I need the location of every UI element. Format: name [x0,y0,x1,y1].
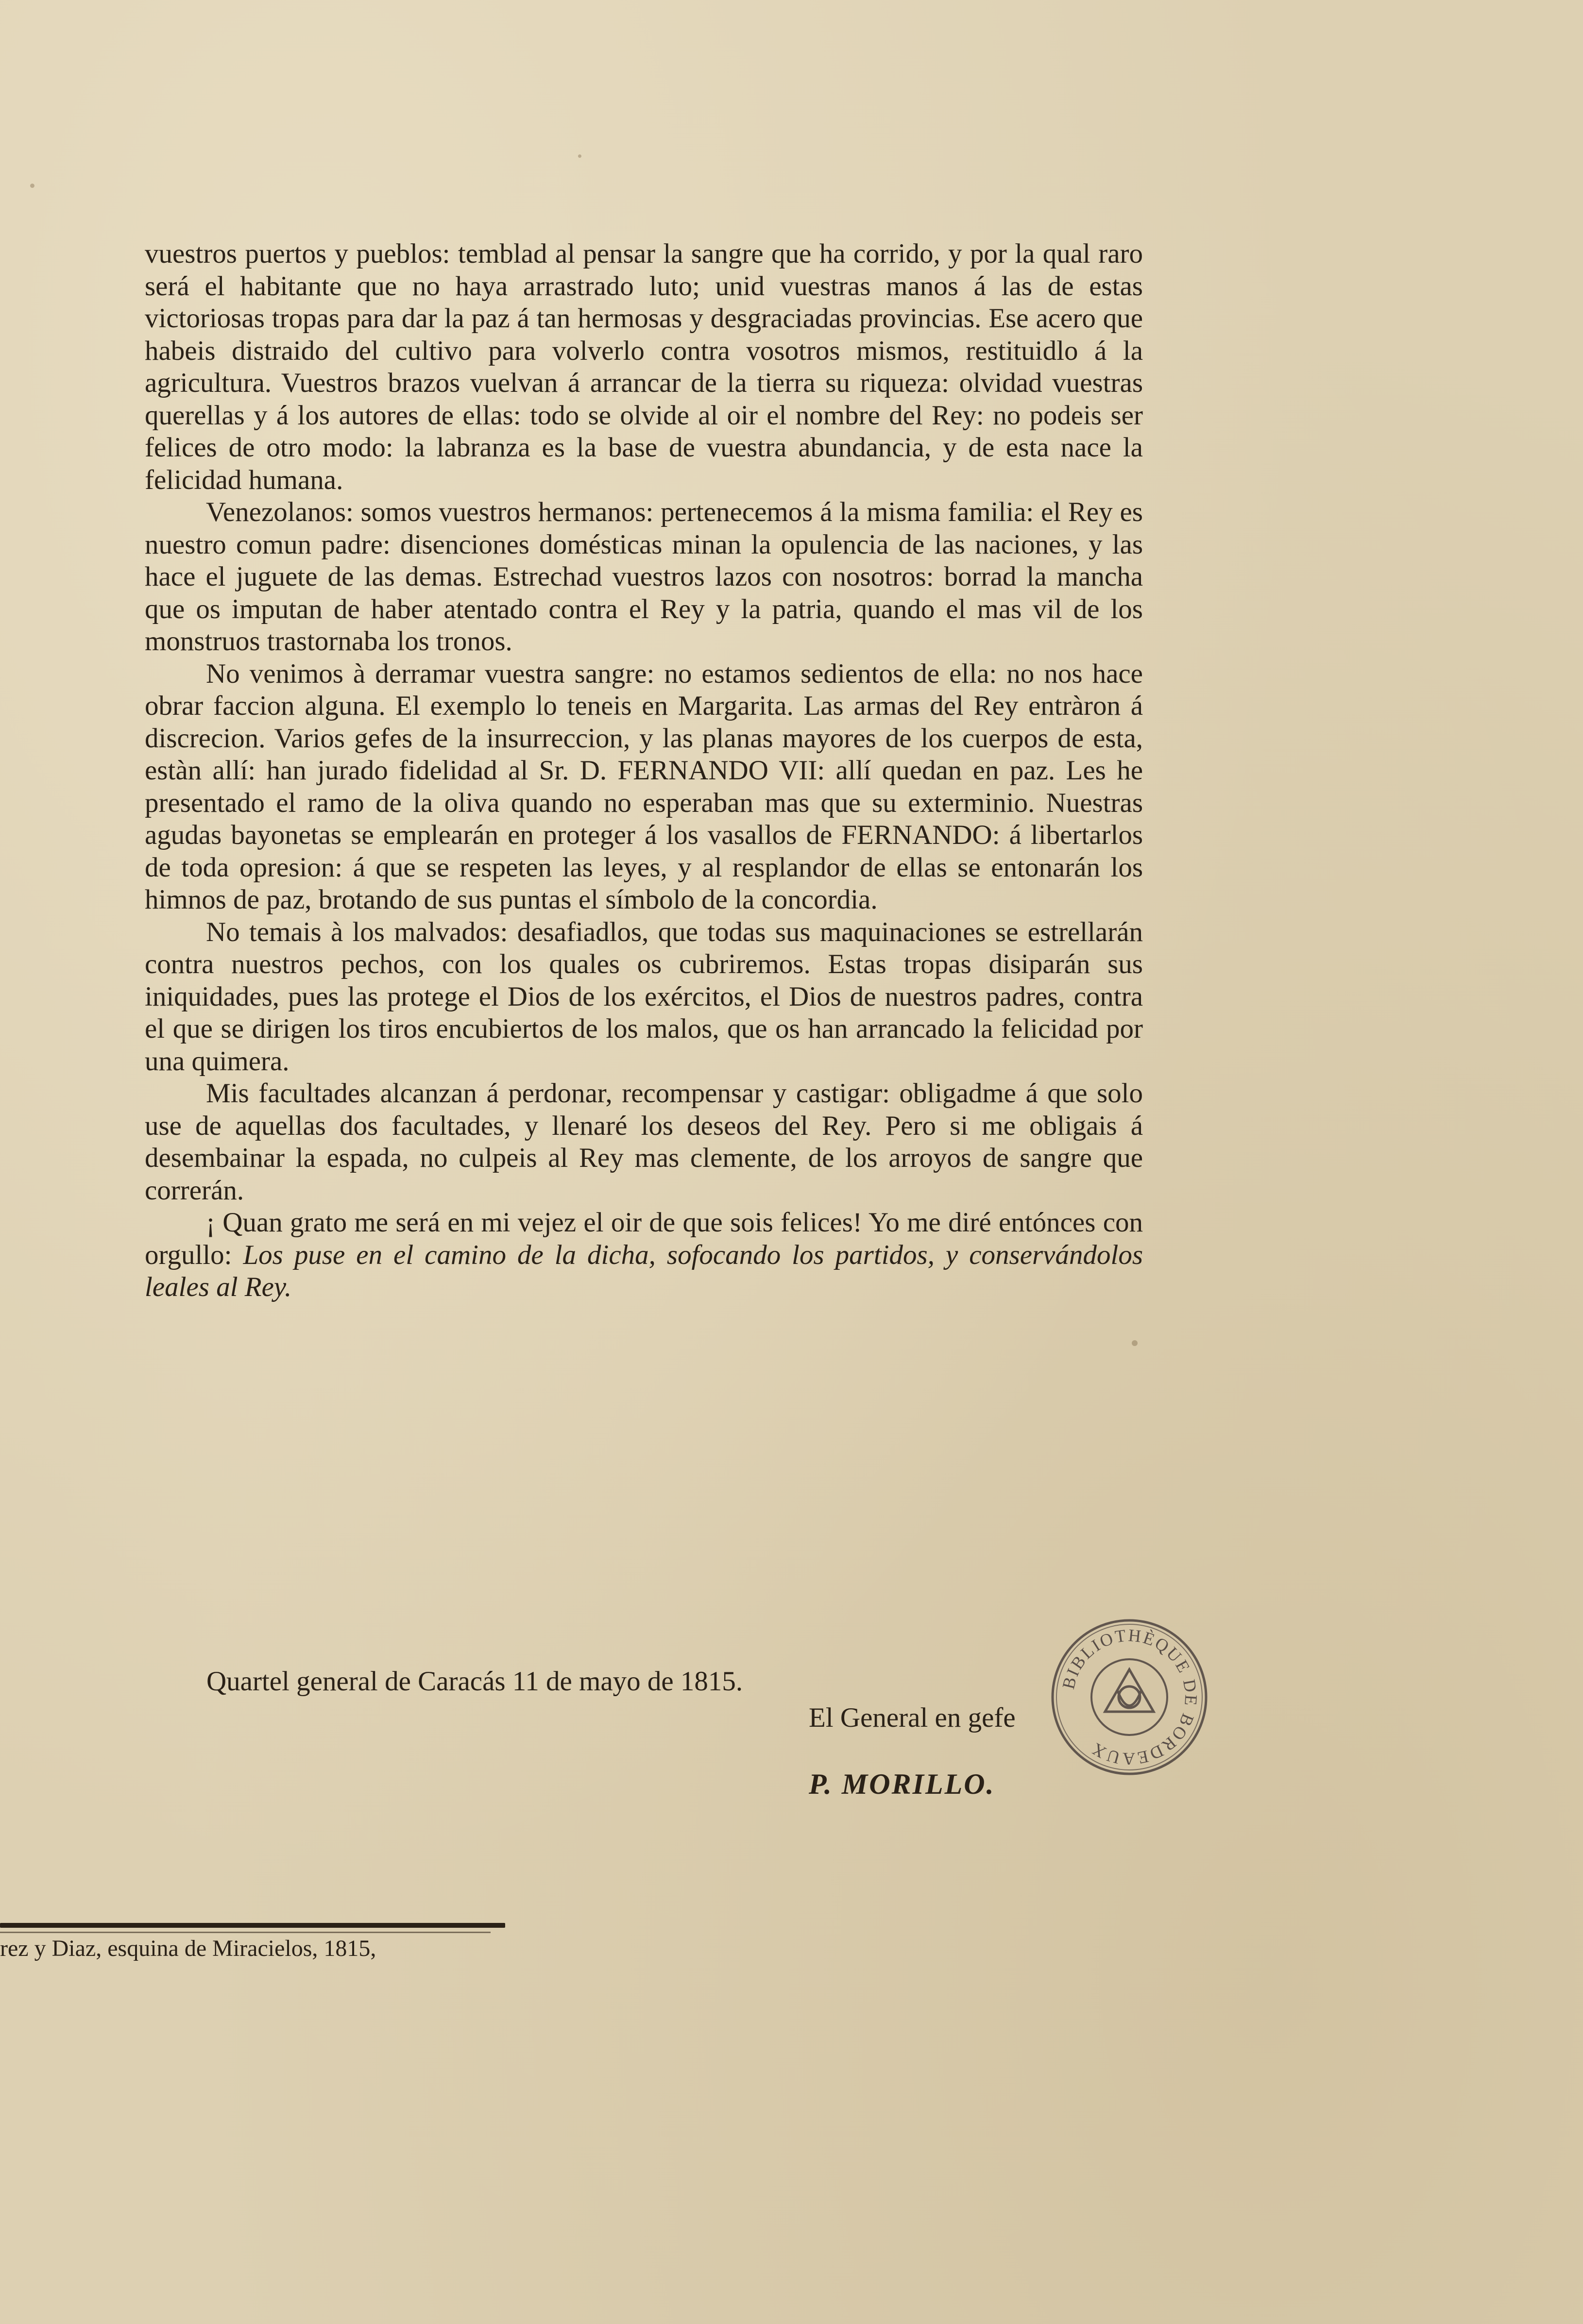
signatory-role: El General en gefe [809,1702,1016,1733]
printer-imprint: rez y Diaz, esquina de Miracielos, 1815, [0,1936,376,1961]
library-seal-icon [1049,1617,1209,1777]
svg-text:BIBLIOTHÈQUE DE BORDEAUX [1058,1625,1201,1768]
paragraph-4: No temais à los malvados: desafiadlos, que todas sus maquinaciones se estrellarán contra nuestros pechos, con los quales os cubriremos. Estas tropas disiparán sus iniquidades, pues las protege el Dios de los exércitos, el Dios de nuestros padres, contra el que se dirigen los tiros encubiertos de los malos, que os han arrancado la felicidad por una quimera. [145,916,1143,1077]
closing-text: ¡ Quan grato me será en mi vejez el oir de que sois felices! Yo me diré entónces con orgullo: [145,1207,1143,1270]
imprint-rule-thin [0,1932,491,1933]
paper-spot [578,154,581,158]
stamp-text: BIBLIOTHÈQUE DE BORDEAUX [1058,1625,1201,1769]
imprint-rule [0,1923,505,1928]
paragraph-2: Venezolanos: somos vuestros hermanos: pertenecemos á la misma familia: el Rey es nuestro comun padre: disenciones domésticas minan la opulencia de las naciones, y las hace el juguete de las demas. Estrechad vuestros lazos con nosotros: borrad la mancha que os imputan de haber atentado contra el Rey y la patria, quando el mas vil de los monstruos trastornaba los tronos. [145,497,1143,657]
paragraph-3: No venimos à derramar vuestra sangre: no estamos sedientos de ella: no nos hace obrar faccion alguna. El exemplo lo teneis en Margarita. Las armas del Rey entràron á discrecion. Varios gefes de la insurreccion, y las planas mayores de los cuerpos de esta, estàn allí: han jurado fidelidad al Sr. D. FERNANDO VII: allí quedan en paz. Les he presentado el ramo de la oliva quando no esperaban mas que su exterminio. Nuestras agudas bayonetas se emplearán en proteger á los vasallos de FERNANDO: á libertarlos de toda opresion: á que se respeten las leyes, y al resplandor de ellas se entonarán los himnos de paz, brotando de sus puntas el símbolo de la concordia. [145,658,1143,915]
date-line: Quartel general de Caracás 11 de mayo de 1815. [206,1666,743,1697]
paragraph-5: Mis facultades alcanzan á perdonar, recompensar y castigar: obligadme á que solo use de aquellas dos facultades, y llenaré los deseos del Rey. Pero si me obligais á desembainar la espada, no culpeis al Rey mas clemente, de los arroyos de sangre que correrán. [145,1078,1143,1206]
closing-italic-text: Los puse en el camino de la dicha, sofocando los partidos, y conservándolos leales al Rey. [145,1239,1143,1302]
proclamation-body [145,238,1143,1304]
signature: P. MORILLO. [809,1768,995,1800]
paragraph-1: vuestros puertos y pueblos: temblad al pensar la sangre que ha corrido, y por la qual raro será el habitante que no haya arrastrado luto; unid vuestras manos á las de estas victoriosas tropas para dar la paz á tan hermosas y desgraciadas provincias. Ese acero que habeis distraido del cultivo para volverlo contra vosotros mismos, restituidlo á la agricultura. Vuestros brazos vuelvan á arrancar de la tierra su riqueza: olvidad vuestras querellas y á los autores de ellas: todo se olvide al oir el nombre del Rey: no podeis ser felices de otro modo: la labranza es la base de vuestra abundancia, y de esta nace la felicidad humana. [145,238,1143,495]
paper-spot [30,184,34,188]
paper-spot [1132,1340,1138,1346]
closing-paragraph [145,1207,1143,1304]
